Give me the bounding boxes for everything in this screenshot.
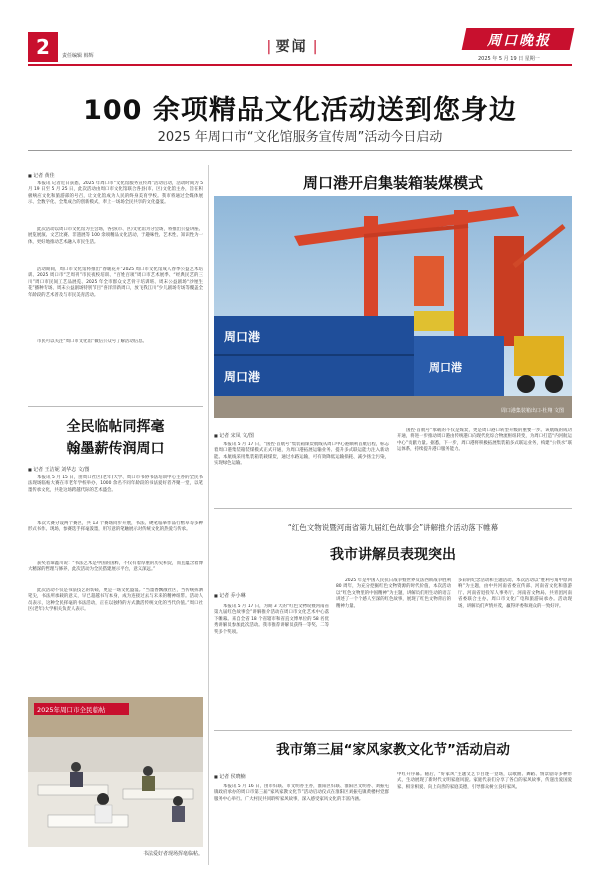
header-rule [28, 64, 572, 66]
lead-paragraph: 本报讯 记者近日获悉，2025 年周口市“文化馆服务宣传周”活动启动，活动时间为 5 月 19 日至 5 月 25 日，此次活动由周口市文化馆联合各县(市、区)文化馆主办，旨在积极响应文化和旅游部的号召，让文化馆成为人民的终身美育学校。我市将通过全媒体展示、全数字化、全集成合的创新模式，奉上一场场全民共享的文化盛宴。 [28, 181, 203, 206]
issue-date: 2025 年 5 月 19 日 星期一 [478, 56, 540, 62]
red-story-col-2: 2025 年是中国人民抗日战争暨世界反法西斯战争胜利 80 周年，为充分挖掘红色文物资源的时代价值，本次活动以“红色文物里的中国精神”为主题，讲解员们用生动的语言讲述了一个个感人至深的红色故事，展现了红色文物背后的精神力量。 [336, 578, 451, 609]
calligraphy-paragraph: 此次活动不仅是书法技艺的切磋，更是一场文化盛宴。“当墨香飘散社区，当传统挥洒笔尖，书法所承载的意义，早已超越书写本身，成为连接过去与未来的精神纽带。活动人员表示，这种全民挥毫的书法活动，正在以独特的方式激活传统文化的当代价值。”周口社区(老年)大学相关负责人表示。 [28, 588, 203, 613]
port-divider [214, 508, 572, 509]
family-headline: 我市第三届“家风家教文化节”活动启动 [276, 742, 510, 758]
lead-paragraph: 市民可以关注“周口市文化馆”微信公众号了解活动信息。 [37, 339, 147, 344]
page-number-box [28, 32, 58, 62]
calligraphy-photo-graphic [28, 697, 203, 847]
page-number: 2 [36, 35, 50, 59]
family-col-1: 本报讯 5 月 16 日，由市妇联、市文明办主办，淮阳区妇联、淮阳区文明办、刘振屯镇政府承办的周口市第三届“家风家教文化节”活动启动仪式在淮阳区刘振屯镇黄楼村党群服务中心举行。广大村民共同聆听家风故事，深入感受家风文化的丰富内涵。 [214, 784, 389, 802]
container-label-3: 周口港 [429, 361, 462, 374]
port-photo-caption: 周口港集装箱出口·杜翔 文图 [500, 408, 564, 414]
calligraphy-photo [28, 697, 203, 847]
main-subheadline: 2025 年周口市“文化馆服务宣传周”活动今日启动 [157, 130, 443, 145]
section-title: 要闻 [275, 39, 308, 55]
red-story-kicker: “红色文物说暨河南省第九届红色故事会”讲解推介活动落下帷幕 [287, 523, 499, 532]
red-story-col-1: 本报讯 5 月 17 日，为期 3 天的“红色文物说暨河南省第九届红色故事会”讲解推介活动在周口市文化艺术中心落下帷幕。来自全省 18 个省辖市和省直文博单位的 58 名优秀讲解员参加此次活动。我市推荐讲解员获得一等奖、二等奖多个奖项。 [214, 604, 329, 635]
editor-line: 责任编辑 韩辉 [62, 53, 94, 59]
red-story-headline: 我市讲解员表现突出 [330, 547, 456, 563]
newspaper-logo-text: 周口晚报 [487, 33, 551, 49]
port-photo [214, 196, 572, 418]
container-label-2: 周口港 [224, 370, 261, 384]
lead-article-body [28, 181, 203, 352]
red-story-divider [214, 730, 572, 731]
container-label-1: 周口港 [224, 330, 261, 344]
family-col-2: 中红开序幕。随后，“好家风”主题文艺节目逐一登场，以歌曲、舞蹈、情景剧等多种形式，生动展现了新时代文明家庭风貌。家庭代表们分享了各自的家风故事，传递出爱国爱家、相亲相爱、向上向善的家庭美德，引导群众树立良好家风。 [397, 772, 572, 790]
port-photo-graphic [214, 196, 572, 418]
calligraphy-byline: ■ 记者 王洁妮 刘华志 文/图 [28, 466, 90, 473]
calligraphy-headline-1: 全民临帖同挥毫 [66, 419, 165, 435]
section-title-bar: | 要闻 | [266, 39, 318, 55]
calligraphy-paragraph: 本报讯 5 月 15 日，由周口社区(老年)大学、周口市书协书法培训中心主办的全民书法现场临帖大赛在市老年学校举办，1000 余名不同年龄段的书法爱好者齐聚一堂，以笔墨传承文化，共赴这场跨越代际的艺术盛会。 [28, 475, 203, 493]
calligraphy-headline-2: 翰墨薪传润周口 [66, 441, 165, 457]
port-col-1: 本报讯 5 月 17 日，“国控·首航号”集装箱煤炭航线从周口中心港顺利首航启程，标志着周口港集装箱装煤模式正式开通，为周口港拓展运输业务、提升多式联运能力注入新动能。本航线采用集装箱装载煤炭，通过水路运输，可有效降低运输损耗、减少扬尘污染，实现绿色运输。 [214, 442, 389, 467]
calligraphy-paragraph: 本次大赛分设两个赛区，共 13 个赛场同步开展，书法、硬笔临摹作品行楷草等多种形式书作。现场，参赛选手挥毫泼墨，用写意的笔触展示对传统文化的热爱与传承。 [28, 521, 203, 533]
lead-paragraph: 此次活动以周口市文化馆为主会场，各县(市、区)文化馆为分会场，将推出公益讲座、展览展演、文艺比赛、非遗展等 100 余项精品文化活动，于趣味性、艺术性、知识性为一体，更好地推动艺术融入市民生活。 [28, 227, 203, 245]
red-story-byline: ■ 记者 乔小琳 [214, 592, 246, 599]
calligraphy-photo-caption: 书法爱好者现场挥毫临帖。 [142, 851, 203, 857]
lead-byline: ■ 记者 黄佳 [28, 172, 55, 179]
lead-paragraph: 活动期间，周口市文化馆将推出“春暖花开”2025 周口市文化馆成人春季公益艺术培训、2025 周口市“乏周刊”市民夜校培训、“百姓百项”周口市艺术展季、“经典民艺的三川”周口市民间工艺品展览、2025 年全市群众文艺骨干培训班、周末公益剧场“沙厘生花”播种专场、周末公益剧场特别节目“喜洋洋新周口，放飞我江川”少儿剧场专场等覆盖全年龄段的艺术普及与市民美育活动。 [28, 267, 203, 298]
main-headline: 100 余项精品文化活动送到您身边 [83, 95, 517, 126]
column-divider [208, 165, 209, 865]
photo-banner-text: 2025年周口市全民临帖 [37, 706, 106, 714]
red-story-col-3: 多彩的纪念活动和主题活动。本次活动以“胜利号角中原回响”为主题，由中共河南省委宣传部、河南省文化和旅游厅、河南省退役军人事务厅、河南省文物局、共青团河南省委联合主办。周口市文化广电和旅游局承办。活动现场，讲解员们声情并茂，赢得评委和观众的一致好评。 [458, 578, 572, 609]
port-col-2: 国控·首航号“承载的不仅是煤炭，更是周口港口转型升级的重要一步。该航线的成功开通，将进一步推动周口港由传统港口向现代化综合物流枢纽转变，为周口打造“内河航运中心”贡献力量。据悉，下一步，周口港将积极拓展集装箱多式联运业务，构建“公铁水”联运体系，持续提升港口服务能力。 [397, 428, 572, 453]
port-byline: ■ 记者 宋凤 文/图 [214, 432, 254, 439]
left-divider [28, 406, 203, 407]
calligraphy-article-body [28, 475, 203, 646]
calligraphy-paragraph: 获奖者谭鑫川说：“书法艺术是中国的国粹，不仅有着厚重的历史积淀，而且蕴含着博大精深的哲理与修养，此次活动为全民搭建展示平台，意义深远。” [28, 561, 203, 573]
headline-rule [28, 150, 572, 151]
port-headline: 周口港开启集装箱装煤模式 [302, 174, 483, 192]
family-byline: ■ 记者 侯晓楠 [214, 773, 246, 780]
